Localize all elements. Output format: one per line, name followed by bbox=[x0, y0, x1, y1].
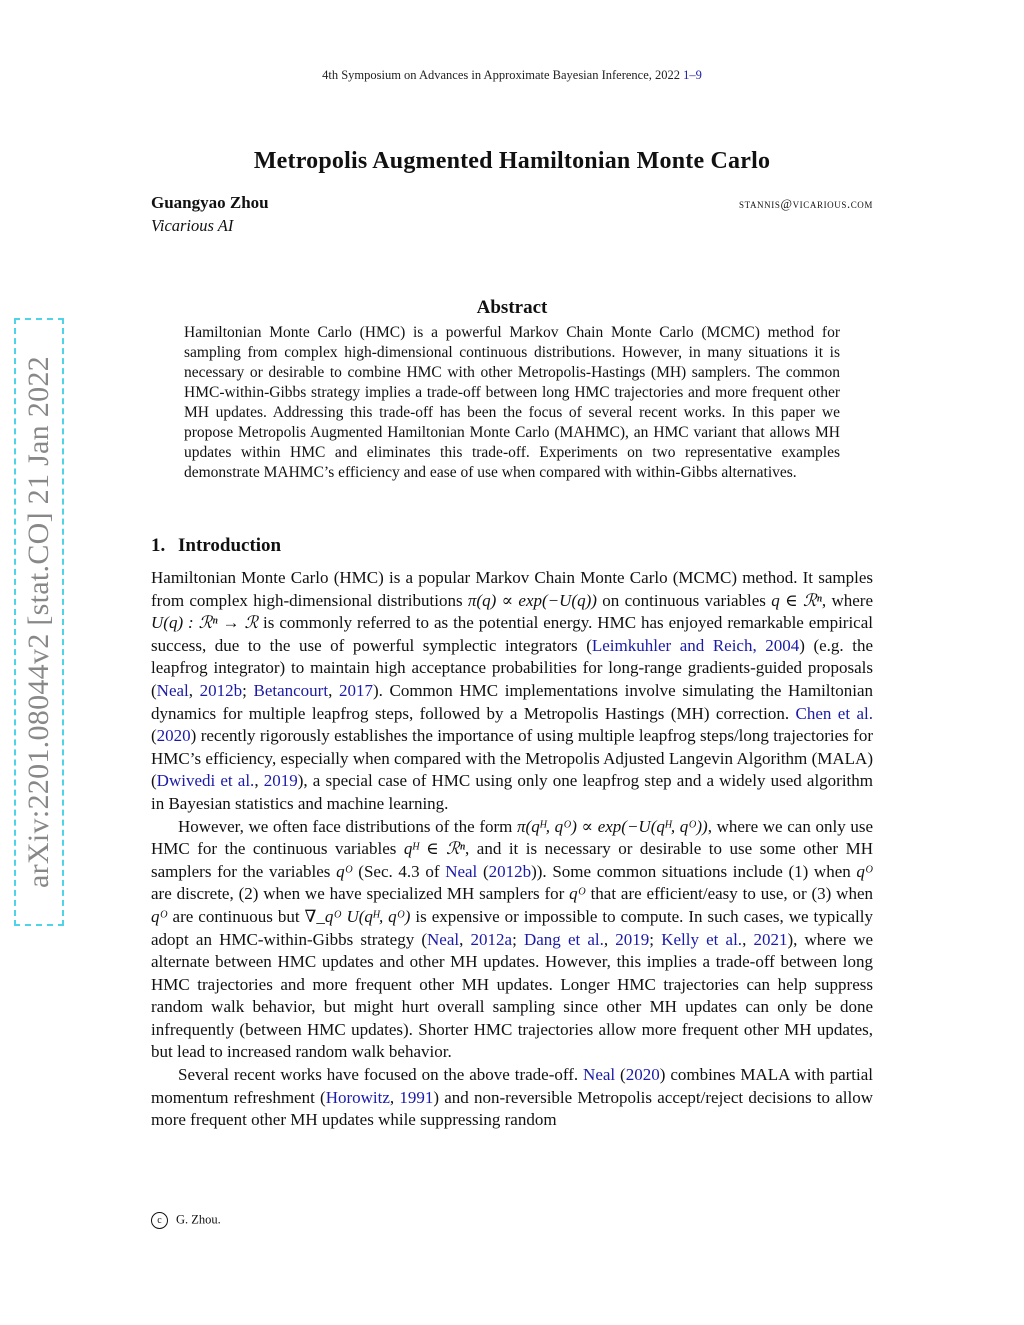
citation-link[interactable]: 2020 bbox=[156, 726, 191, 746]
text-run: , and it is necessary or desirable to use some other MH samplers for the variables bbox=[151, 839, 873, 881]
text-run: ) combines MALA with partial momentum refreshment ( bbox=[151, 1065, 873, 1107]
text-run: (Sec. 4.3 of bbox=[352, 861, 446, 881]
abstract-heading: Abstract bbox=[476, 297, 548, 318]
copyright-icon: c bbox=[151, 1212, 168, 1229]
citation-link[interactable]: Dang et al. bbox=[523, 929, 604, 949]
math-inline: qᴼ bbox=[569, 884, 586, 904]
text-run: ), a special case of HMC using only one leapfrog step and a widely used algorithm in Bayesian statistics and machine learning. bbox=[151, 771, 874, 813]
arxiv-stamp bbox=[14, 318, 64, 926]
text-run: ). Common HMC implementations involve simulating the Hamiltonian dynamics for multiple leapfrog steps, followed by a Metropolis Hastings (MH) correction. bbox=[151, 680, 874, 723]
text-run: ) (e.g. the leapfrog integrator) to maintain high acceptance probabilities for long-range gradients-guided proposals ( bbox=[151, 635, 873, 700]
text-run: ( bbox=[477, 861, 489, 881]
citation-link[interactable]: Horowitz bbox=[325, 1087, 390, 1107]
paragraph bbox=[151, 567, 873, 816]
text-run: Several recent works have focused on the above trade-off. bbox=[178, 1065, 584, 1085]
text-run: , where bbox=[821, 590, 874, 610]
venue-pages-link[interactable]: 1–9 bbox=[683, 68, 702, 82]
paragraph bbox=[151, 816, 873, 1065]
arxiv-stamp-text: arXiv:2201.08044v2 [stat.CO] 21 Jan 2022 bbox=[22, 356, 55, 888]
text-run: However, we often face distributions of the form bbox=[178, 816, 518, 836]
text-run: , bbox=[603, 929, 616, 949]
citation-link[interactable]: Neal bbox=[156, 680, 189, 700]
text-run: , bbox=[389, 1087, 400, 1107]
citation-link[interactable]: 2019 bbox=[615, 929, 650, 949]
citation-link[interactable]: Neal bbox=[445, 861, 478, 881]
text-run: on continuous variables bbox=[596, 590, 772, 610]
section-heading bbox=[151, 535, 281, 557]
citation-link[interactable]: Leimkuhler and Reich, 2004 bbox=[591, 635, 800, 655]
body-text bbox=[151, 567, 873, 1132]
math-inline: qᴼ bbox=[151, 906, 168, 926]
math-inline: U(q) : ℛⁿ → ℛ bbox=[151, 613, 259, 633]
text-run: is expensive or impossible to compute. In such cases, we typically adopt an HMC-within-Gibbs strategy ( bbox=[151, 906, 873, 949]
text-run: ), where we alternate between HMC updates and other MH updates. However, this implies a trade-off between long HMC trajectories and more frequent other MH updates. Longer HMC trajectories can help suppress random walk behavior, but might hurt overall sampling since other MH updates can only be done infrequently (between HMC updates). Shorter HMC trajectories allow more frequent other MH updates, but lead to increased random walk behavior. bbox=[151, 929, 874, 1062]
math-inline: ∇_qᴼ U(qᴴ, qᴼ) bbox=[304, 906, 411, 926]
citation-link[interactable]: 2017 bbox=[338, 680, 373, 700]
math-inline: π(qᴴ, qᴼ) ∝ exp(−U(qᴴ, qᴼ)) bbox=[517, 816, 708, 836]
math-inline: qᴼ bbox=[336, 861, 353, 881]
venue-header bbox=[0, 68, 1024, 83]
text-run: , bbox=[459, 929, 471, 949]
text-run: , where we can only use HMC for the continuous variables bbox=[151, 816, 873, 859]
citation-link[interactable]: Betancourt bbox=[253, 680, 329, 700]
citation-link[interactable]: 2021 bbox=[753, 929, 788, 949]
text-run: )). Some common situations include (1) when bbox=[531, 861, 857, 881]
citation-link[interactable]: 2012b bbox=[488, 861, 532, 881]
text-run: are continuous but bbox=[167, 906, 305, 926]
text-run: is commonly referred to as the potential energy. HMC has enjoyed remarkable empirical success, due to the use of powerful symplectic integrators ( bbox=[151, 613, 873, 655]
abstract-text: Hamiltonian Monte Carlo (HMC) is a powerful Markov Chain Monte Carlo (MCMC) method for sampling from complex high-dimensional continuous distributions. However, in many situations it is necessary or desirable to combine HMC with other Metropolis-Hastings (MH) samplers. The common HMC-within-Gibbs strategy implies a trade-off between long HMC trajectories and more frequent other MH updates. Addressing this trade-off has been the focus of several recent works. In this paper we propose Metropolis Augmented Hamiltonian Monte Carlo (MAHMC), an HMC variant that allows MH updates within HMC and eliminates this trade-off. Experiments on two representative examples demonstrate MAHMC’s efficiency and ease of use when compared with within-Gibbs alternatives. bbox=[184, 324, 840, 481]
copyright-text: G. Zhou. bbox=[176, 1212, 221, 1227]
text-run: ; bbox=[649, 929, 662, 949]
author-affiliation: Vicarious AI bbox=[151, 216, 234, 235]
venue-text: 4th Symposium on Advances in Approximate Bayesian Inference, 2022 bbox=[322, 68, 681, 82]
math-inline: π(q) ∝ exp(−U(q)) bbox=[467, 590, 597, 610]
text-run: ( bbox=[615, 1065, 626, 1085]
paper-title: Metropolis Augmented Hamiltonian Monte Carlo bbox=[253, 148, 771, 174]
citation-link[interactable]: 2012a bbox=[470, 929, 513, 949]
citation-link[interactable]: Neal bbox=[583, 1065, 616, 1085]
citation-link[interactable]: Kelly et al. bbox=[661, 929, 743, 949]
citation-link[interactable]: Dwivedi et al. bbox=[156, 771, 255, 791]
text-run: ) recently rigorously establishes the importance of using multiple leapfrog steps/long trajectories for HMC’s efficiency, especially when compared with the Metropolis Adjusted Langevin Algorithm (MALA) ( bbox=[151, 726, 873, 791]
section-number: 1. bbox=[151, 535, 166, 556]
text-run: , bbox=[254, 771, 264, 791]
math-inline: qᴼ bbox=[856, 861, 873, 881]
author-name: Guangyao Zhou bbox=[151, 193, 269, 212]
text-run: ; bbox=[242, 680, 254, 700]
text-run: are discrete, (2) when we have specialized MH samplers for bbox=[151, 884, 570, 904]
math-inline: q ∈ ℛⁿ bbox=[771, 590, 822, 610]
citation-link[interactable]: 2020 bbox=[625, 1065, 660, 1085]
citation-link[interactable]: 1991 bbox=[399, 1087, 434, 1107]
text-run: ( bbox=[151, 726, 157, 746]
citation-link[interactable]: Neal bbox=[427, 929, 460, 949]
author-email: stannis@vicarious.com bbox=[738, 197, 873, 211]
citation-link[interactable]: 2019 bbox=[263, 771, 298, 791]
citation-link[interactable]: 2012b bbox=[199, 680, 243, 700]
text-run: ; bbox=[512, 929, 524, 949]
paragraph bbox=[151, 1064, 873, 1132]
text-run: , bbox=[328, 680, 339, 700]
text-run: , bbox=[188, 680, 200, 700]
text-run: ) and non-reversible Metropolis accept/reject decisions to allow more frequent other MH updates while suppressing random bbox=[151, 1087, 873, 1130]
section-title: Introduction bbox=[178, 535, 282, 556]
text-run: that are efficient/easy to use, or (3) when bbox=[585, 884, 874, 904]
math-inline: qᴴ ∈ ℛⁿ bbox=[403, 839, 465, 859]
copyright-footer bbox=[151, 1212, 221, 1229]
text-run: , bbox=[742, 929, 754, 949]
citation-link[interactable]: Chen et al. bbox=[795, 703, 873, 723]
text-run: Hamiltonian Monte Carlo (HMC) is a popular Markov Chain Monte Carlo (MCMC) method. It samples from complex high-dimensional distributions bbox=[151, 568, 873, 610]
